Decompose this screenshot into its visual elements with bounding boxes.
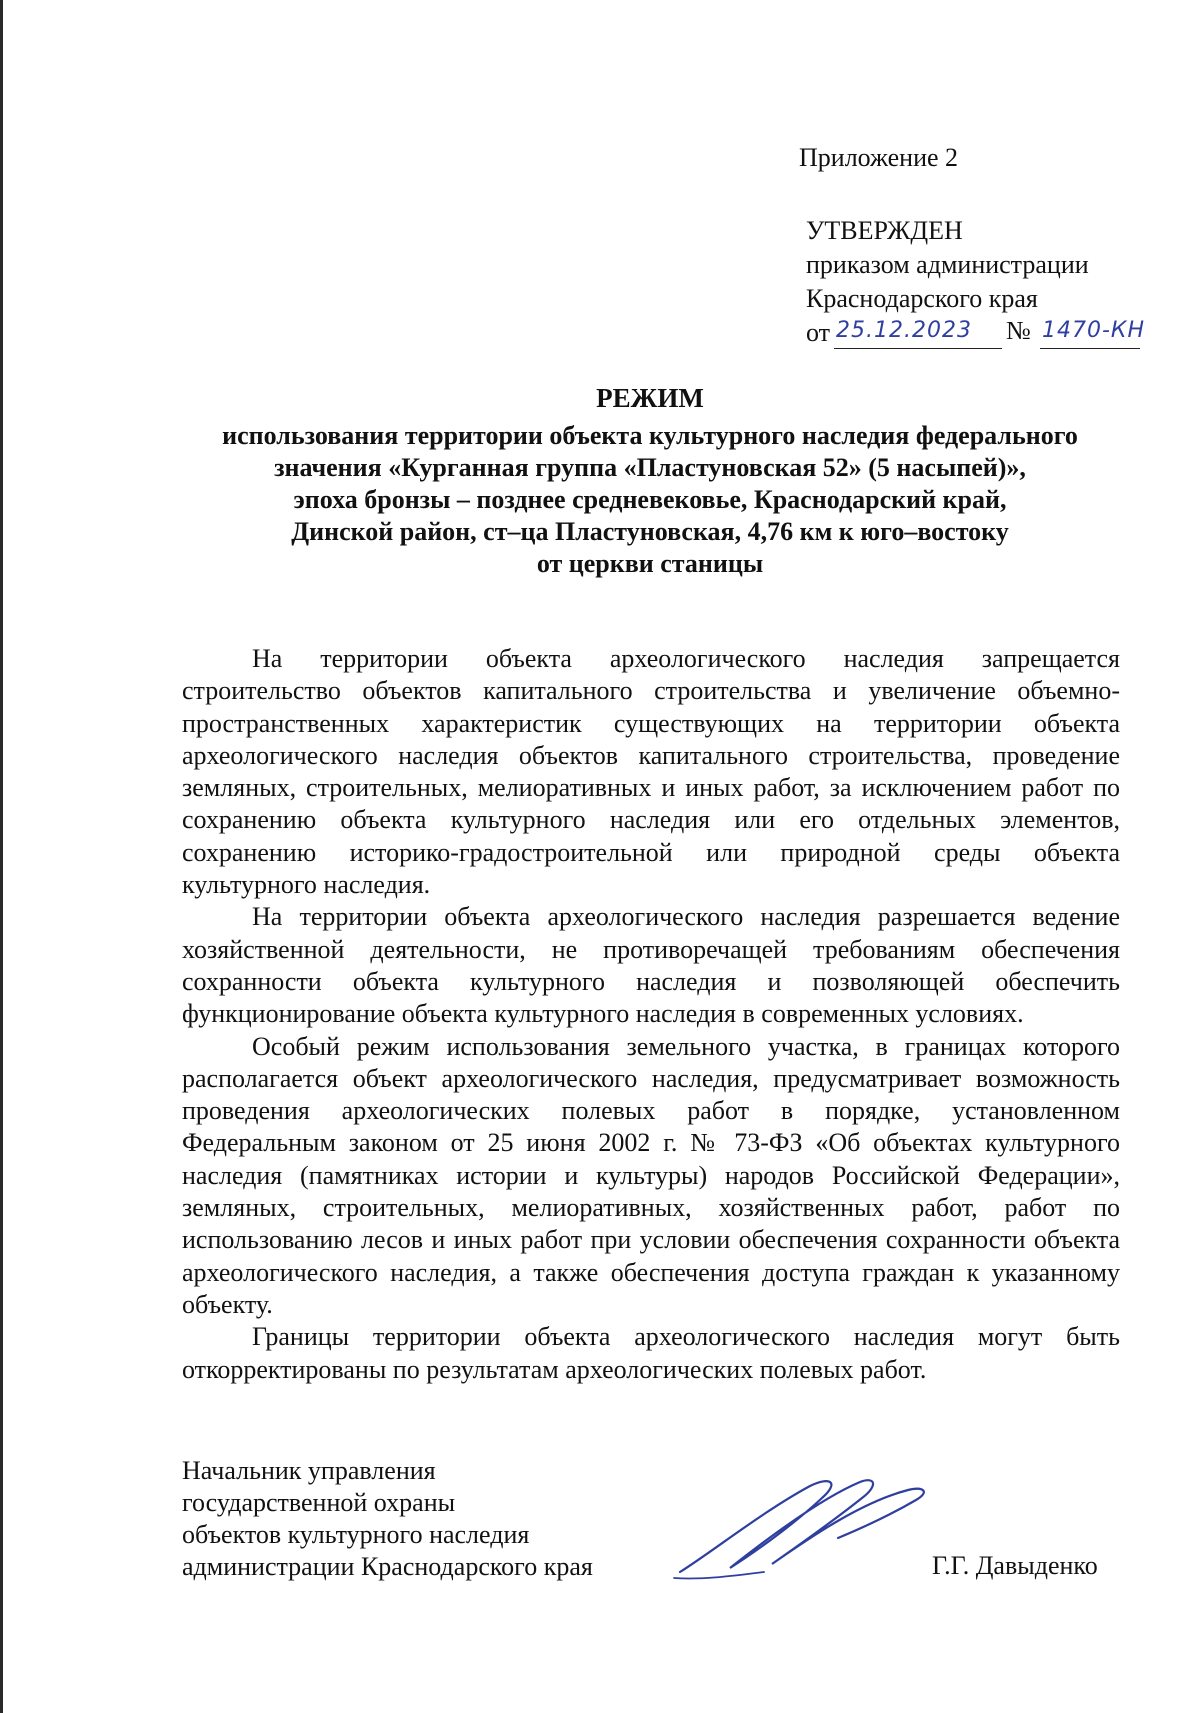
subtitle-line: использования территории объекта культурного наследия федерального (222, 421, 1078, 450)
approved-heading: УТВЕРЖДЕН (806, 216, 963, 245)
position-line: государственной охраны (182, 1488, 456, 1517)
from-label: от (806, 318, 831, 347)
handwritten-order-number: 1470-КН (1042, 318, 1146, 343)
subtitle-line: от церкви станицы (536, 549, 764, 578)
position-line: администрации Краснодарского края (182, 1552, 593, 1581)
approved-by-line-1: приказом администрации (806, 250, 1089, 279)
paragraph: На территории объекта археологического наследия разрешается ведение хозяйственной деятельности, не противоречащей требованиям обеспечения сохранности объекта культурного наследия и позволяющей обеспечить функционирование объекта культурного наследия в современных условиях. (182, 902, 1120, 1029)
number-label: № (1006, 316, 1031, 345)
handwritten-order-date: 25.12.2023 (836, 318, 972, 343)
paragraph: На территории объекта археологического наследия запрещается строительство объектов капитального строительства и увеличение объемно-пространственных характеристик существующих на территории объекта археологического наследия объектов капитального строительства, проведение земляных, строительных, мелиоративных и иных работ, за исключением работ по сохранению объекта культурного наследия или его отдельных элементов, сохранению историко-градостроительной или природной среды объекта культурного наследия. (182, 644, 1120, 900)
date-underline (834, 348, 1002, 349)
signatory-name: Г.Г. Давыденко (932, 1551, 1098, 1580)
position-line: Начальник управления (182, 1456, 436, 1485)
subtitle-line: значения «Курганная группа «Пластуновская 52» (5 насыпей)», (274, 453, 1026, 482)
scan-edge (0, 0, 3, 1713)
appendix-label: Приложение 2 (799, 143, 959, 172)
position-line: объектов культурного наследия (182, 1520, 530, 1549)
paragraph: Особый режим использования земельного участка, в границах которого располагается объект археологического наследия, предусматривает возможность проведения археологических полевых работ в порядке, установленном Федеральным законом от 25 июня 2002 г. № 73-ФЗ «Об объектах культурного наследия (памятниках истории и культуры) народов Российской Федерации», земляных, строительных, мелиоративных, хозяйственных работ, работ по использованию лесов и иных работ при условии обеспечения сохранности объекта археологического наследия, а также обеспечения доступа граждан к указанному объекту. (182, 1031, 1120, 1319)
subtitle-line: эпоха бронзы – позднее средневековье, Краснодарский край, (293, 485, 1007, 514)
approved-by-line-2: Краснодарского края (806, 284, 1038, 313)
paragraph: Границы территории объекта археологического наследия могут быть откорректированы по результатам археологических полевых работ. (182, 1322, 1120, 1384)
subtitle-line: Динской район, ст–ца Пластуновская, 4,76 км к юго–востоку (291, 517, 1009, 546)
document-subtitle (0, 420, 1200, 580)
document-body (182, 643, 1120, 1386)
number-underline (1040, 348, 1140, 349)
handwritten-signature (672, 1468, 942, 1588)
signatory-position (182, 1455, 593, 1583)
document-title: РЕЖИМ (596, 383, 704, 413)
